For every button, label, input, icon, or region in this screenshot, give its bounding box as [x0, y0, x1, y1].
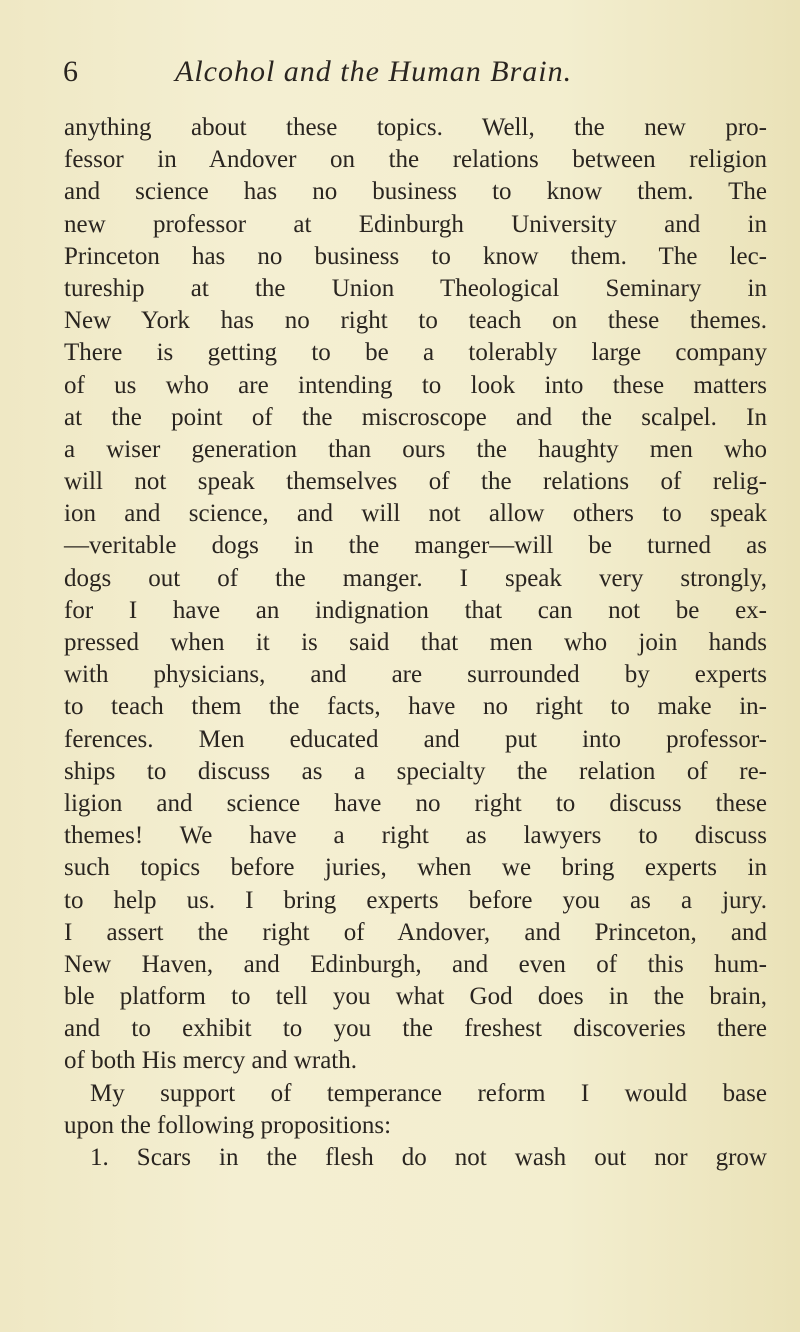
- body-text: [64, 112, 767, 1174]
- text-line: pressed when it is said that men who join hands: [64, 629, 767, 656]
- text-line: new professor at Edinburgh University and in: [64, 210, 767, 238]
- text-line: New Haven, and Edinburgh, and even of this hum-: [64, 950, 767, 978]
- text-line: and science has no business to know them. The: [64, 178, 767, 206]
- text-line: at the point of the miscroscope and the scalpel. In: [64, 403, 767, 431]
- text-line: dogs out of the manger. I speak very strongly,: [64, 564, 767, 592]
- text-line: of us who are intending to look into these matters: [64, 371, 767, 399]
- text-line: tureship at the Union Theological Seminary in: [64, 274, 767, 302]
- text-line: upon the following propositions:: [64, 1111, 392, 1139]
- text-line: 1. Scars in the flesh do not wash out nor grow: [90, 1144, 767, 1171]
- text-line: There is getting to be a tolerably large company: [64, 339, 767, 367]
- text-line: of both His mercy and wrath.: [64, 1047, 357, 1075]
- text-line: a wiser generation than ours the haughty men who: [64, 435, 767, 463]
- text-line: I assert the right of Andover, and Princeton, and: [64, 918, 767, 946]
- page-header: [63, 52, 763, 92]
- running-title: Alcohol and the Human Brain.: [175, 55, 573, 88]
- text-line: anything about these topics. Well, the new pro-: [64, 114, 767, 141]
- text-line: ion and science, and will not allow others to speak: [64, 500, 767, 528]
- text-line: ligion and science have no right to discuss these: [64, 789, 767, 817]
- text-line: ble platform to tell you what God does in the brain,: [64, 983, 767, 1011]
- text-line: Princeton has no business to know them. The lec-: [64, 242, 767, 270]
- text-line: to teach them the facts, have no right to make in-: [64, 693, 767, 721]
- text-line: with physicians, and are surrounded by experts: [64, 661, 767, 689]
- text-line: ferences. Men educated and put into professor-: [64, 725, 767, 753]
- text-line: ships to discuss as a specialty the relation of re-: [64, 757, 767, 785]
- text-line: —veritable dogs in the manger—will be turned as: [64, 532, 767, 560]
- text-line: themes! We have a right as lawyers to discuss: [64, 822, 767, 850]
- text-line: such topics before juries, when we bring experts in: [64, 854, 767, 882]
- text-line: and to exhibit to you the freshest discoveries there: [64, 1015, 767, 1043]
- text-line: New York has no right to teach on these themes.: [64, 307, 767, 335]
- text-line: for I have an indignation that can not be ex-: [64, 596, 767, 624]
- text-line: to help us. I bring experts before you as a jury.: [64, 886, 767, 914]
- text-line: fessor in Andover on the relations between religion: [64, 146, 767, 174]
- text-line: My support of temperance reform I would base: [90, 1079, 767, 1107]
- text-line: will not speak themselves of the relations of relig-: [64, 468, 767, 496]
- page-number: 6: [63, 55, 78, 88]
